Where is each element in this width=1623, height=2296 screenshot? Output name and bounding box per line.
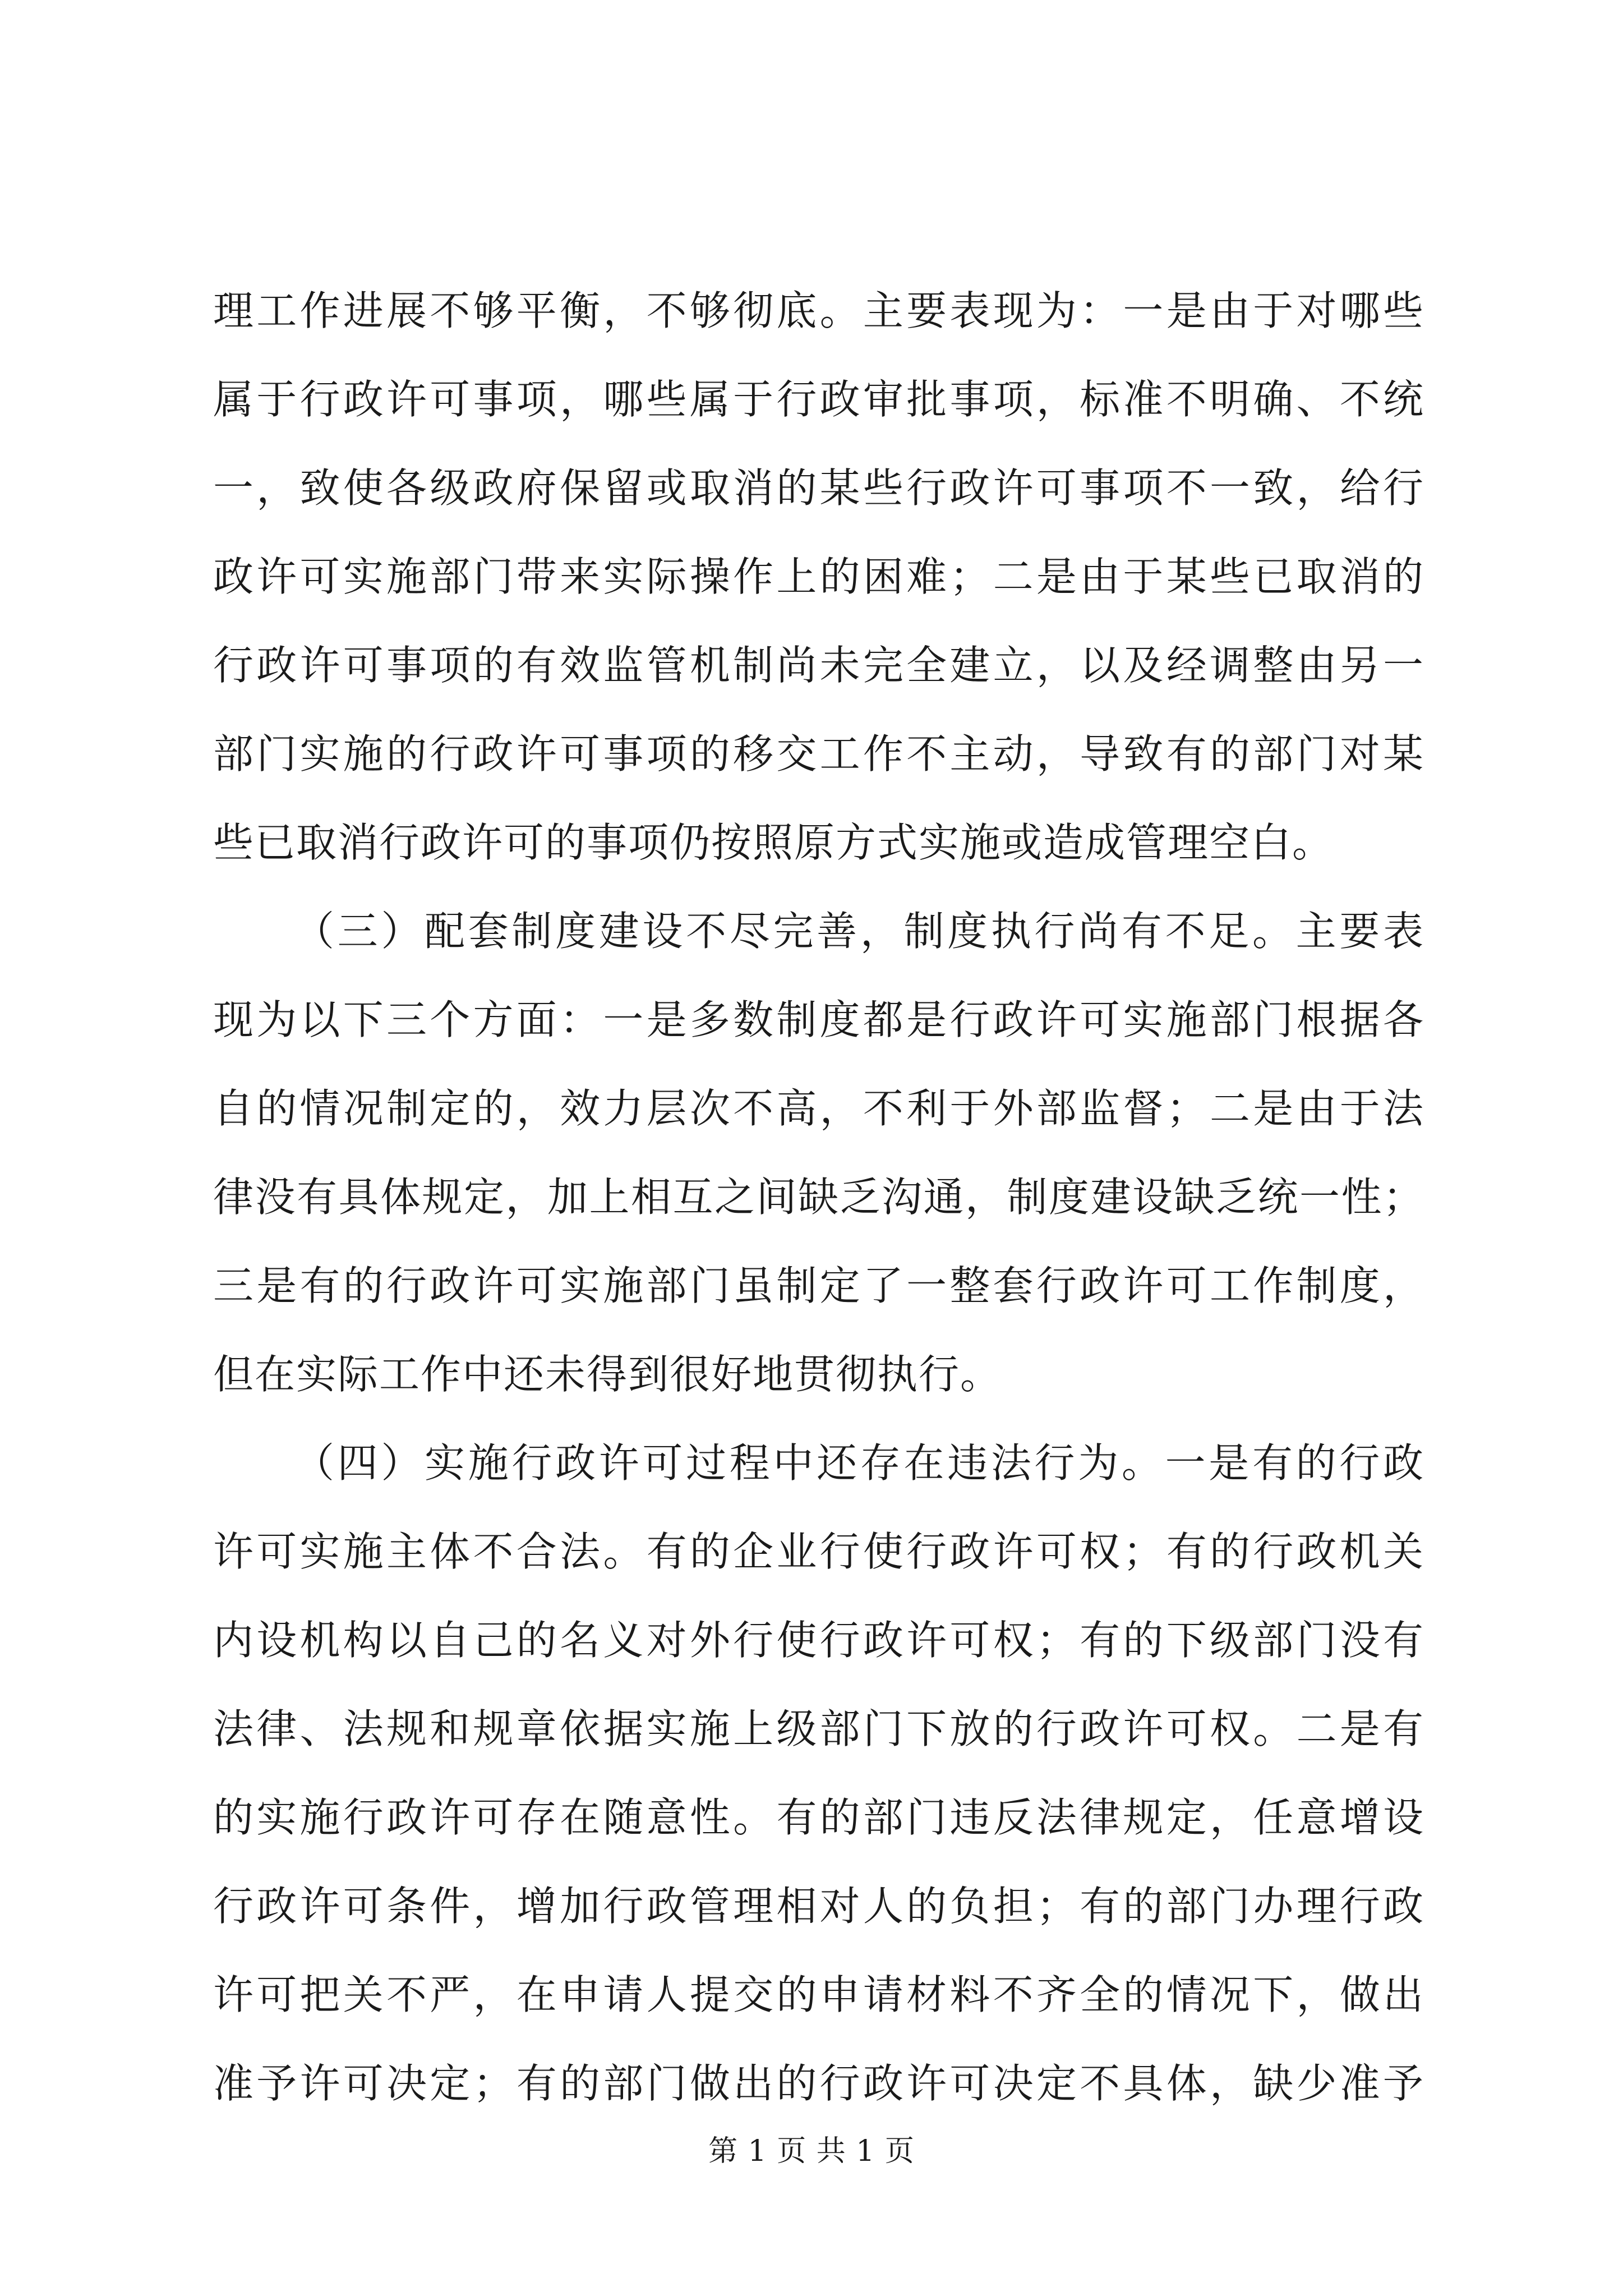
paragraph-line: 一，致使各级政府保留或取消的某些行政许可事项不一致，给行 — [213, 464, 1424, 512]
paragraph-line: 现为以下三个方面：一是多数制度都是行政许可实施部门根据各 — [213, 996, 1424, 1043]
paragraph-line: 理工作进展不够平衡，不够彻底。主要表现为：一是由于对哪些 — [213, 287, 1424, 334]
document-body — [213, 266, 1424, 2128]
paragraph-line: （四）实施行政许可过程中还存在违法行为。一是有的行政 — [294, 1439, 1424, 1487]
paragraph-line: 行政许可条件，增加行政管理相对人的负担；有的部门办理行政 — [213, 1883, 1424, 1930]
paragraph-1 — [213, 266, 1424, 887]
paragraph-line: （三）配套制度建设不尽完善，制度执行尚有不足。主要表 — [294, 908, 1424, 955]
paragraph-line: 的实施行政许可存在随意性。有的部门违反法律规定，任意增设 — [213, 1794, 1424, 1841]
paragraph-3 — [213, 1419, 1424, 2128]
paragraph-line: 些已取消行政许可的事项仍按照原方式实施或造成管理空白。 — [213, 819, 1334, 866]
page-number-footer: 第 1 页 共 1 页 — [708, 2134, 915, 2168]
paragraph-line: 行政许可事项的有效监管机制尚未完全建立，以及经调整由另一 — [213, 642, 1424, 689]
paragraph-line: 准予许可决定；有的部门做出的行政许可决定不具体，缺少准予 — [213, 2060, 1424, 2107]
paragraph-line: 内设机构以自己的名义对外行使行政许可权；有的下级部门没有 — [213, 1617, 1424, 1664]
paragraph-line: 自的情况制定的，效力层次不高，不利于外部监督；二是由于法 — [213, 1085, 1424, 1132]
paragraph-line: 三是有的行政许可实施部门虽制定了一整套行政许可工作制度， — [213, 1262, 1424, 1309]
paragraph-2 — [213, 887, 1424, 1419]
paragraph-line: 许可实施主体不合法。有的企业行使行政许可权；有的行政机关 — [213, 1528, 1424, 1575]
paragraph-line: 但在实际工作中还未得到很好地贯彻执行。 — [213, 1351, 1002, 1398]
paragraph-line: 属于行政许可事项，哪些属于行政审批事项，标准不明确、不统 — [213, 376, 1424, 423]
paragraph-line: 政许可实施部门带来实际操作上的困难；二是由于某些已取消的 — [213, 553, 1424, 600]
paragraph-line: 许可把关不严，在申请人提交的申请材料不齐全的情况下，做出 — [213, 1971, 1424, 2018]
paragraph-line: 法律、法规和规章依据实施上级部门下放的行政许可权。二是有 — [213, 1705, 1424, 1752]
paragraph-line: 部门实施的行政许可事项的移交工作不主动，导致有的部门对某 — [213, 730, 1424, 777]
paragraph-line: 律没有具体规定，加上相互之间缺乏沟通，制度建设缺乏统一性； — [213, 1174, 1424, 1221]
